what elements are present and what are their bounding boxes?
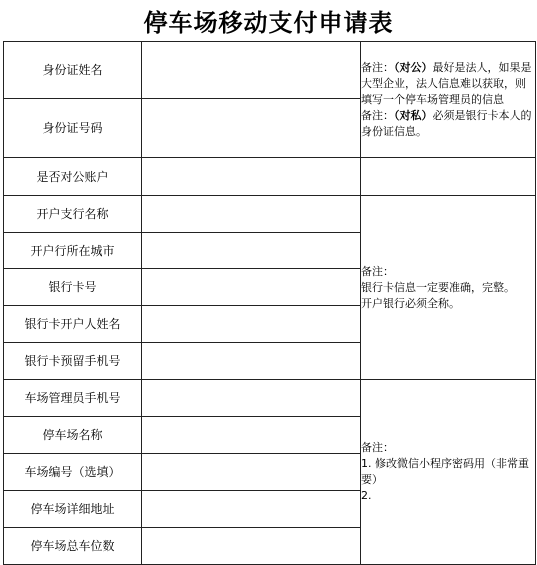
note-prefix: 备注： xyxy=(361,108,394,122)
field-label-lot-address: 停车场详细地址 xyxy=(4,491,142,528)
lot-spaces-input-cell[interactable] xyxy=(142,528,361,565)
note-private-tag: （对私） xyxy=(394,108,433,122)
field-label-branch-name: 开户支行名称 xyxy=(4,196,142,233)
lot-note-line-1: 备注： xyxy=(361,441,394,454)
branch-city-input-cell[interactable] xyxy=(142,233,361,269)
lot-name-input-cell[interactable] xyxy=(142,417,361,454)
lot-address-input-cell[interactable] xyxy=(142,491,361,528)
bank-note-line-3: 开户银行必须全称。 xyxy=(361,296,460,310)
field-label-branch-city: 开户行所在城市 xyxy=(4,233,142,269)
field-label-card-number: 银行卡号 xyxy=(4,269,142,306)
table-row xyxy=(4,42,536,99)
table-row xyxy=(4,380,536,417)
corporate-account-input-cell[interactable] xyxy=(142,158,361,196)
bank-note-line-2: 银行卡信息一定要准确，完整。 xyxy=(361,280,515,294)
bank-note-line-1: 备注： xyxy=(361,264,394,278)
branch-name-input-cell[interactable] xyxy=(142,196,361,233)
note-private-text: 必须是银行卡本人的身份证信息。 xyxy=(361,108,532,138)
field-label-reserved-phone: 银行卡预留手机号 xyxy=(4,343,142,380)
form-table xyxy=(3,41,536,565)
table-row xyxy=(4,196,536,233)
field-label-admin-phone: 车场管理员手机号 xyxy=(4,380,142,417)
field-label-corporate-account: 是否对公账户 xyxy=(4,158,142,196)
lot-note xyxy=(361,380,536,565)
lot-note-line-2: 1. 修改微信小程序密码用（非常重要） xyxy=(361,457,529,486)
field-label-card-holder: 银行卡开户人姓名 xyxy=(4,306,142,343)
field-label-lot-name: 停车场名称 xyxy=(4,417,142,454)
note-corporate-text: 最好是法人，如果是大型企业，法人信息难以获取，则填写一个停车场管理员的信息 xyxy=(361,60,532,106)
field-label-lot-id: 车场编号（选填） xyxy=(4,454,142,491)
lot-note-line-3: 2. xyxy=(361,489,372,502)
corporate-account-note-cell xyxy=(361,158,536,196)
card-number-input-cell[interactable] xyxy=(142,269,361,306)
lot-id-input-cell[interactable] xyxy=(142,454,361,491)
field-label-id-name: 身份证姓名 xyxy=(4,42,142,99)
field-label-id-number: 身份证号码 xyxy=(4,99,142,158)
field-label-lot-spaces: 停车场总车位数 xyxy=(4,528,142,565)
table-row xyxy=(4,158,536,196)
admin-phone-input-cell[interactable] xyxy=(142,380,361,417)
reserved-phone-input-cell[interactable] xyxy=(142,343,361,380)
note-corporate-tag: （对公） xyxy=(394,60,433,74)
card-holder-input-cell[interactable] xyxy=(142,306,361,343)
identity-note xyxy=(361,42,536,158)
bank-note xyxy=(361,196,536,380)
id-name-input-cell[interactable] xyxy=(142,42,361,99)
id-number-input-cell[interactable] xyxy=(142,99,361,158)
form-title: 停车场移动支付申请表 xyxy=(143,8,394,37)
note-prefix: 备注： xyxy=(361,60,394,74)
